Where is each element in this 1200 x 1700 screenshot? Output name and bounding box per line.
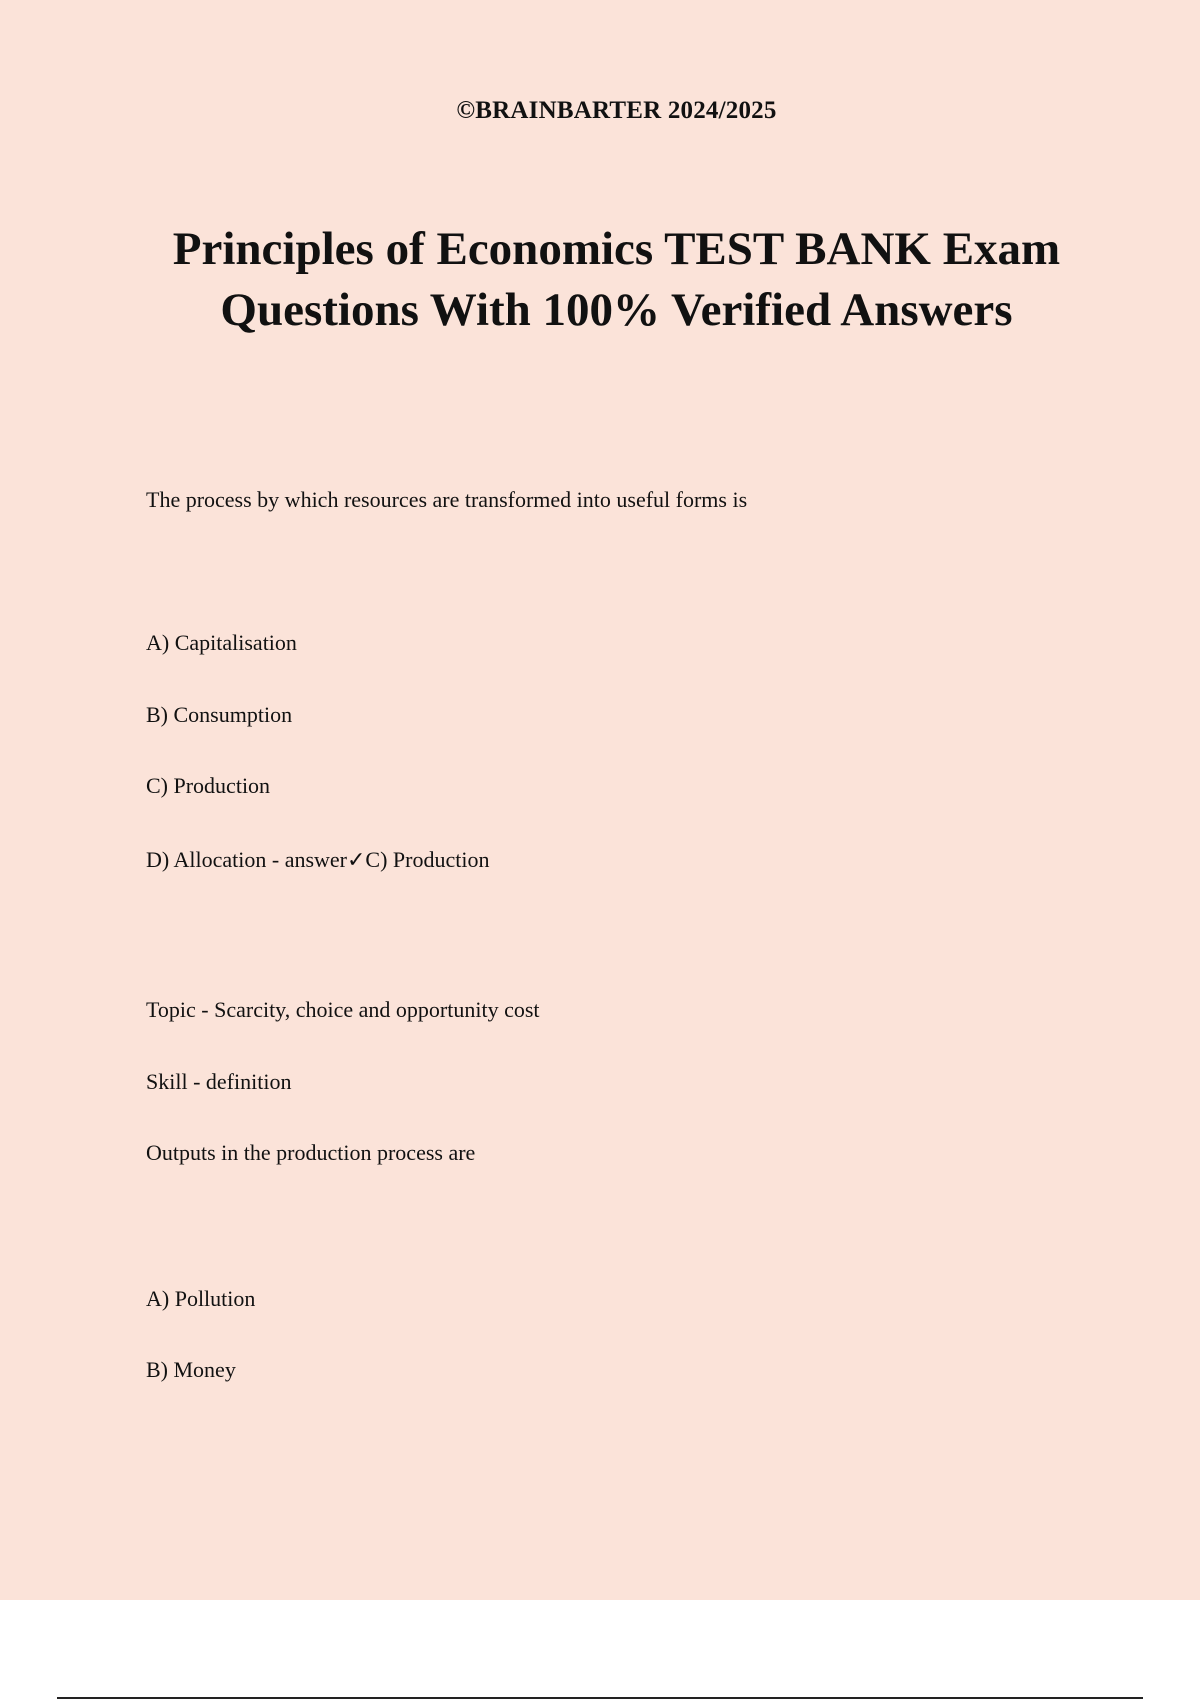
- answer-option-a: A) Capitalisation: [146, 630, 297, 655]
- answer-option-d-with-answer: D) Allocation - answer✓C) Production: [146, 847, 490, 872]
- footer-divider: [57, 1697, 1143, 1699]
- copyright-header: ©BRAINBARTER 2024/2025: [456, 97, 777, 124]
- question-stem: Outputs in the production process are: [146, 1140, 476, 1165]
- document-title: Principles of Economics TEST BANK Exam Questions With 100% Verified Answers: [172, 223, 1061, 336]
- answer-option-a: A) Pollution: [146, 1286, 256, 1311]
- question-stem: The process by which resources are transformed into useful forms is: [146, 487, 748, 512]
- skill-line: Skill - definition: [146, 1069, 292, 1094]
- topic-line: Topic - Scarcity, choice and opportunity cost: [146, 997, 540, 1022]
- answer-option-c: C) Production: [146, 773, 271, 798]
- answer-option-b: B) Consumption: [146, 702, 293, 727]
- answer-option-b: B) Money: [146, 1357, 236, 1382]
